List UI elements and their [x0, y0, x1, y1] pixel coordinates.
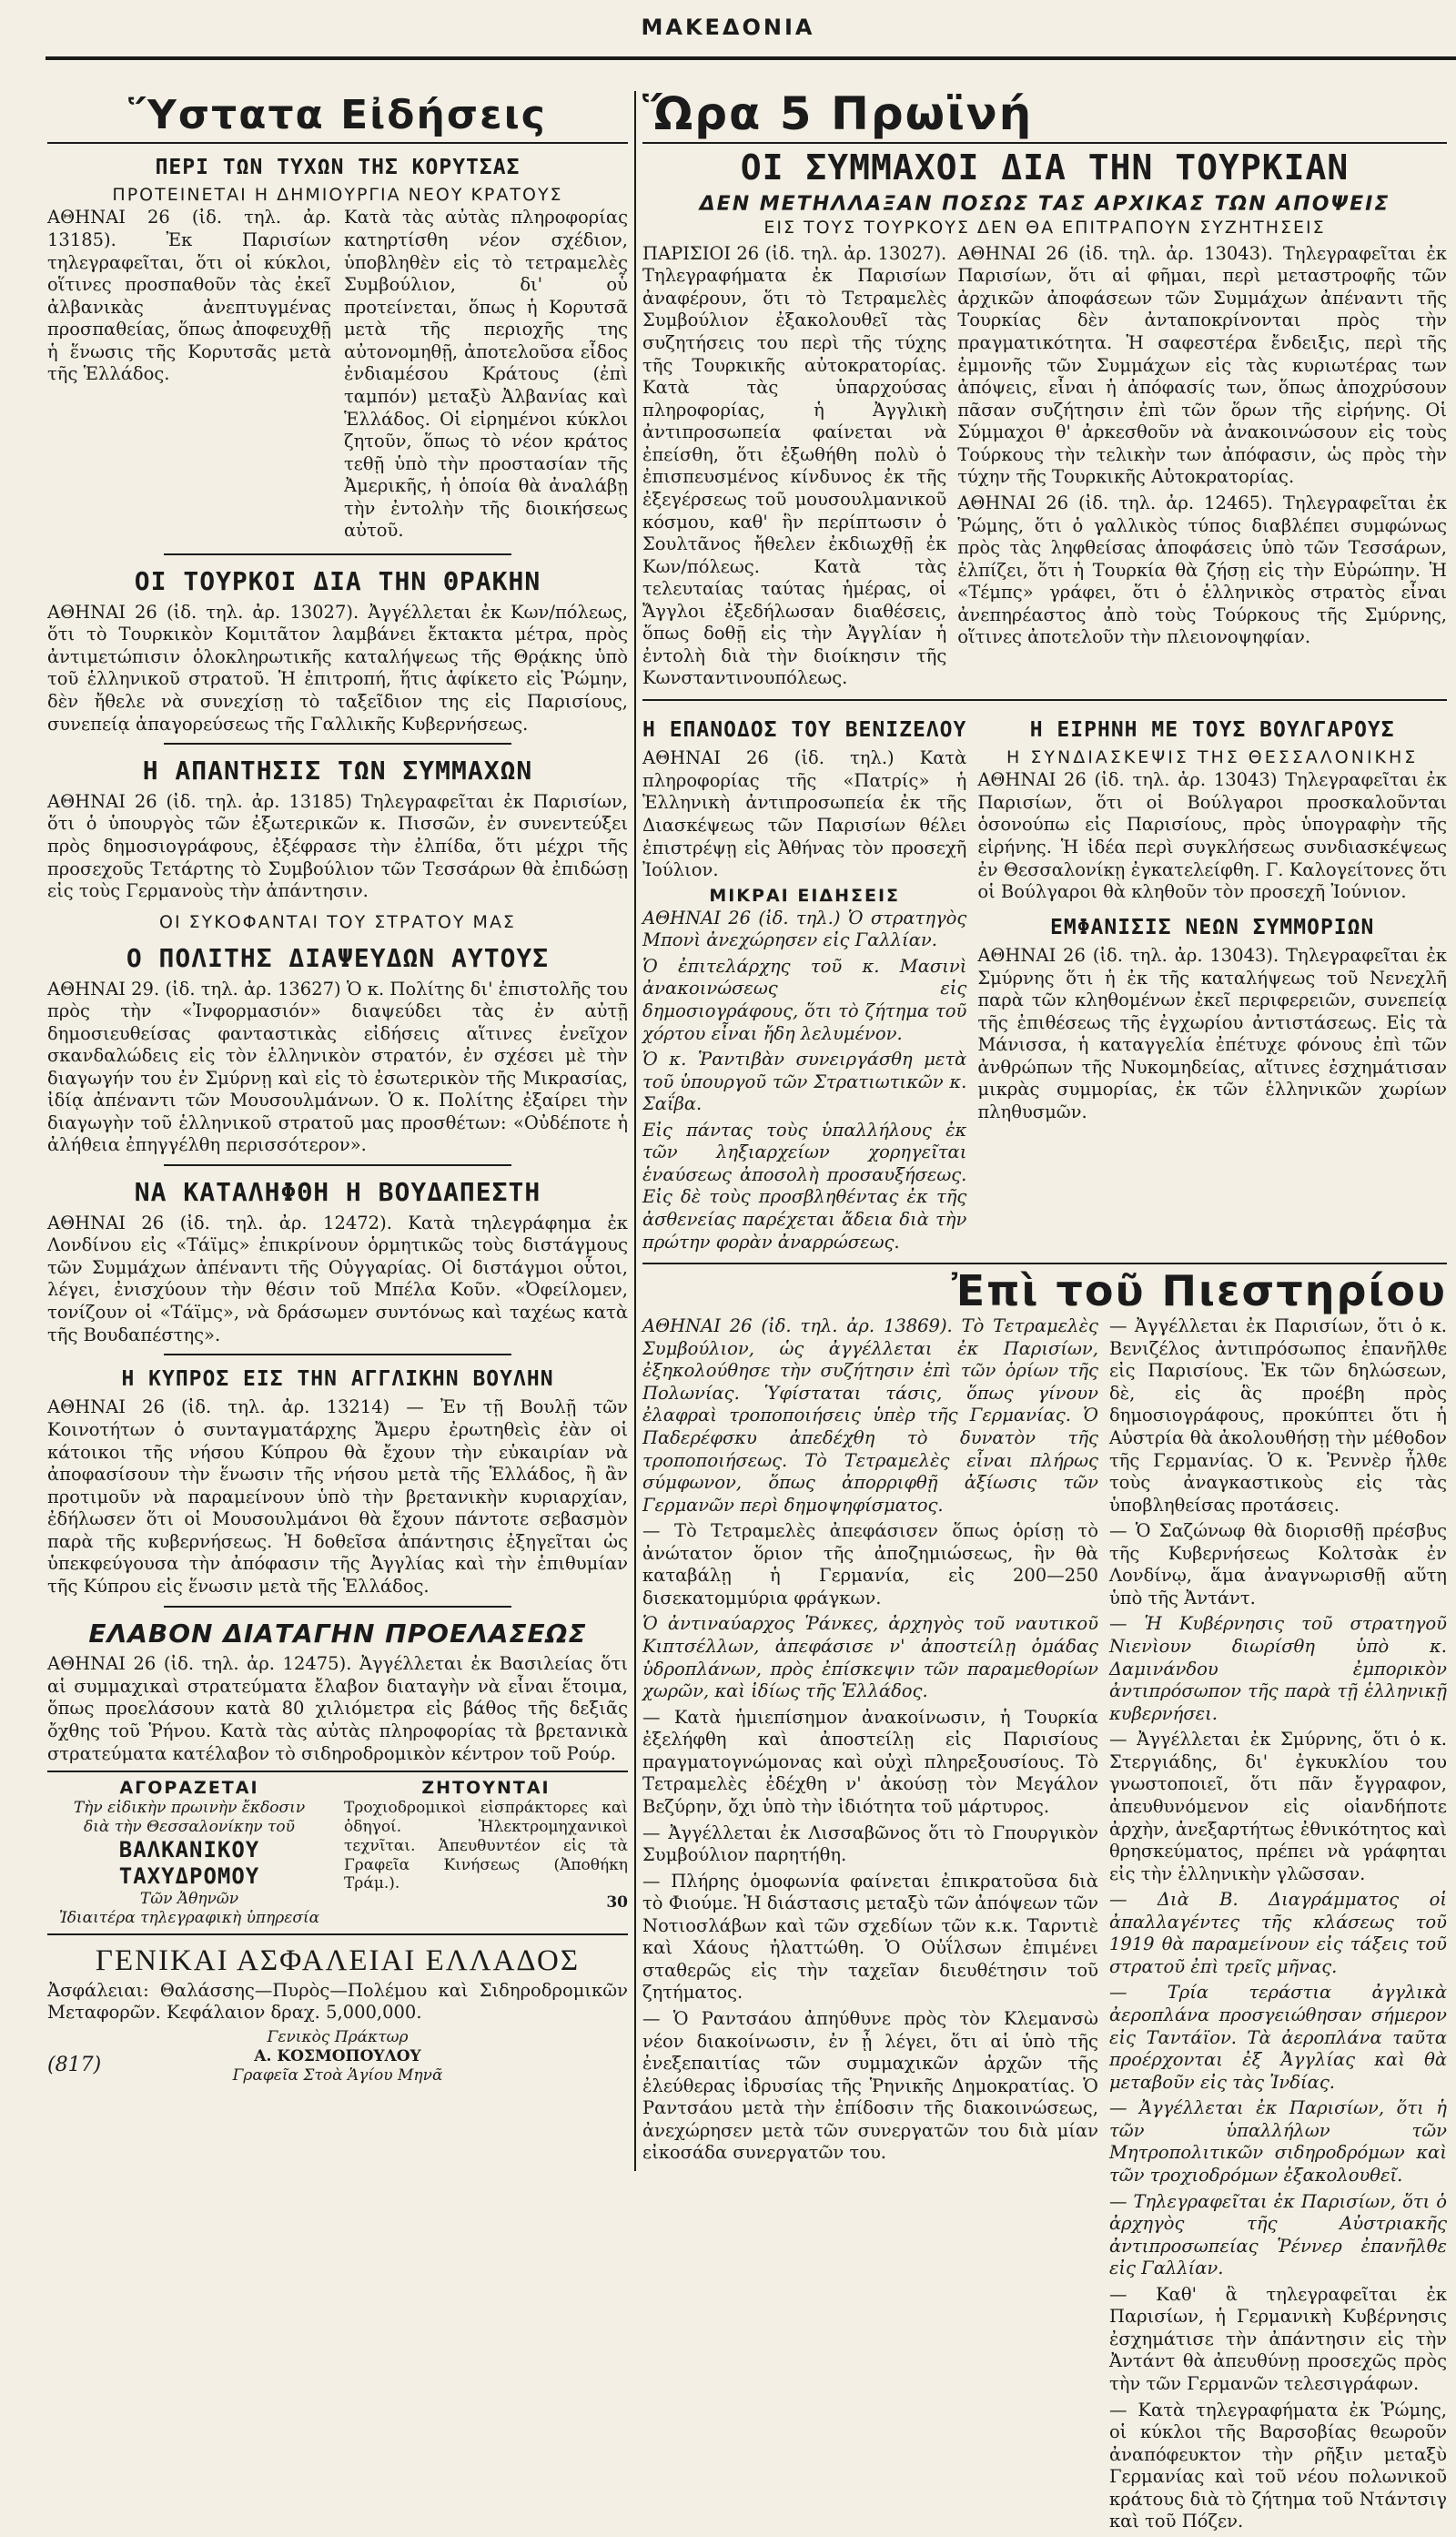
divider	[164, 1164, 512, 1166]
article-advance-headline: ΕΛΑΒΟΝ ΔΙΑΤΑΓΗΝ ΠΡΟΕΛΑΣΕΩΣ	[88, 1618, 587, 1649]
article-politis-kicker: ΟΙ ΣΥΚΟΦΑΝΤΑΙ ΤΟΥ ΣΤΡΑΤΟΥ ΜΑΣ	[159, 911, 516, 932]
ad-wanted-text: Τροχιοδρομικοὶ εἰσπράκτορες καὶ ὁδηγοί. Ἠλεκτρομηχανικοὶ τεχνῖται. Ἀπευθυντέον εἰς τὰ Γραφεῖα Κινήσεως (Ἀποθήκη Τράμ.).	[344, 1799, 628, 1893]
press-p6: — Πλήρης ὁμοφωνία φαίνεται ἐπικρατοῦσα διὰ τὸ Φιούμε. Ἡ διάστασις μεταξὺ τῶν ἀπόψεων τῶν Νοτιοσλάβων καὶ τῶν σχεδίων τῶν κ.κ. Ταρντιὲ καὶ Χάους ἠλαττώθη. Ὁ Οὐΐλσων ἐπιμένει σταθερῶς εἰς τὴν ταχεῖαν διευθέτησιν τοῦ ζητήματος.	[642, 1870, 1098, 2004]
left-section-title: Ὕστατα Εἰδήσεις	[128, 92, 547, 138]
bulgars-kicker: Η ΣΥΝΔΙΑΣΚΕΨΙΣ ΤΗΣ ΘΕΣΣΑΛΟΝΙΚΗΣ	[1006, 747, 1419, 768]
press-p3: Ὁ ἀντιναύαρχος Ῥάνκες, ἀρχηγὸς τοῦ ναυτικοῦ Κιπτσέλλων, ἀπεφάσισε ν' ἀποστείλῃ ὁμάδας ὑδροπλάνων, πρὸς ἐπίσκεψιν τῶν παραμεθορίων χωρῶν, καὶ ἰδίως τῆς Ἑλλάδος.	[642, 1613, 1098, 1702]
divider	[47, 1933, 628, 1935]
lead-headline: ΟΙ ΣΥΜΜΑΧΟΙ ΔΙΑ ΤΗΝ ΤΟΥΡΚΙΑΝ	[740, 147, 1350, 188]
ad-newspaper	[47, 1778, 331, 1928]
article-allies-answer-headline: Η ΑΠΑΝΤΗΣΙΣ ΤΩΝ ΣΥΜΜΑΧΩΝ	[142, 756, 533, 786]
ad-wanted-num: 30	[606, 1893, 628, 1912]
divider	[164, 1606, 512, 1608]
divider	[47, 1771, 628, 1772]
article-korytsa-p1: ΑΘΗΝΑΙ 26 (ἰδ. τηλ. ἀρ. 13185). Ἐκ Παρισίων τηλεγραφεῖται, ὅτι οἱ κύκλοι, οἵτινες προσπαθοῦν τὰς ἐκεῖ ἀλβανικὰς ἀνεπτυγμένας προσπαθείας, ὅπως ἀποφευχθῇ ἡ ἕνωσις τῆς Κορυτσᾶς μετὰ τῆς Ἑλλάδος.	[47, 207, 331, 385]
new-bands-headline: ΕΜΦΑΝΙΣΙΣ ΝΕΩΝ ΣΥΜΜΟΡΙΩΝ	[1050, 915, 1375, 939]
divider	[164, 1354, 512, 1355]
press-p4: — Κατὰ ἡμιεπίσημον ἀνακοίνωσιν, ἡ Τουρκία ἐξελήφθη καὶ ἀποστείλῃ εἰς Παρισίους πραγματογνώμονας καὶ οὐχὶ πληρεξουσίους. Τὸ Τετραμελὲς ἐδέχθη ν' ἀκούσῃ τὸν Μεγάλον Βεζύρην, ὄχι ὑπὸ τὴν ἰδιότητα τοῦ μάρτυρος.	[642, 1706, 1098, 1817]
press-p9: — Ὁ Σαζώνωφ θὰ διορισθῇ πρέσβυς τῆς Κυβερνήσεως Κολτσὰκ ἐν Λονδίνῳ, ἅμα ἀναγνωρισθῇ αὕτη ὑπὸ τῆς Ἀντάντ.	[1108, 1520, 1447, 1608]
top-rule	[46, 56, 1456, 60]
press-p12: — Διὰ Β. Διαγράμματος οἱ ἀπαλλαγέντες τῆς κλάσεως τοῦ 1919 θὰ παραμείνουν εἰς τάξεις τοῦ στρατοῦ ἐπὶ τρεῖς μῆνας.	[1108, 1889, 1447, 1977]
press-section-body	[642, 1315, 1447, 2537]
lead-p2: ΑΘΗΝΑΙ 26 (ἰδ. τηλ. ἀρ. 13043). Τηλεγραφεῖται ἐκ Παρισίων, ὅτι αἱ φῆμαι, περὶ μεταστροφῆς τῶν ἀρχικῶν ἀποφάσεων τῶν Συμμάχων ἀπέναντι τῆς Τουρκίας δὲν ἀνταποκρίνονται πρὸς τὴν πραγματικότητα. Ἡ σαφεστέρα ἔνδειξις, περὶ τῆς ἐμμονῆς τῶν Συμμάχων εἰς τὰς κυριωτέρας των ἀπόψεις, εἶναι ἡ ἀπόφασίς των, ὅπως ἀποχρύσουν πᾶσαν συζήτησιν ἐπὶ τῶν ὅρων τῆς εἰρήνης. Οἱ Σύμμαχοι θ' ἀρκεσθοῦν νὰ ἀνακοινώσουν εἰς τοὺς Τούρκους τὴν τελικὴν των ἀπόφασιν, ὡς πρὸς τὴν τύχην τῆς Τουρκικῆς Αὐτοκρατορίας.	[957, 242, 1447, 488]
article-advance-p1: ΑΘΗΝΑΙ 26 (ἰδ. τηλ. ἀρ. 12475). Ἀγγέλλεται ἐκ Βασιλείας ὅτι αἱ συμμαχικαὶ στρατεύματα ἔλαβον διαταγὴν νὰ εἶναι ἕτοιμα, ὅπως προελάσουν κατὰ 80 χιλιόμετρα εἰς βάθος τῆς δεξιᾶς ὄχθης τοῦ Ῥήνου. Κατὰ τὰς αὐτὰς πληροφορίας τὰ βρετανικὰ στρατεύματα κατέλαβον τὸ σιδηροδρομικὸν κέντρον τοῦ Ρούρ.	[47, 1653, 628, 1764]
press-p5: — Ἀγγέλλεται ἐκ Λισσαβῶνος ὅτι τὸ Γπουργικὸν Συμβούλιον παρητήθη.	[642, 1822, 1098, 1866]
column-rule	[634, 91, 636, 2171]
masthead: ΜΑΚΕΔΟΝΙΑ	[641, 15, 815, 40]
brief-news-p4: Ὁ κ. Ῥαντιβὰν συνειργάσθη μετὰ τοῦ ὑπουργοῦ τῶν Στρατιωτικῶν κ. Σαΐβα.	[642, 1049, 967, 1115]
press-p13: — Τρία τεράστια ἀγγλικὰ ἀεροπλάνα προσγειώθησαν σήμερον εἰς Ταντάϊον. Τὰ ἀεροπλάνα ταῦτα προέρχονται ἐξ Ἀγγλίας καὶ θὰ μεταβοῦν εἰς τὰς Ἰνδίας.	[1108, 1982, 1447, 2093]
new-bands-p2: ΑΘΗΝΑΙ 26 (ἰδ. τηλ. ἀρ. 13043). Τηλεγραφεῖται ἐκ Σμύρνης ὅτι ἡ ἐκ τῆς καταλήψεως τοῦ Νενεχλῆ παρὰ τῶν κληθομένων ἐκεῖ περιφερειῶν, συνεπείᾳ τῆς ἐπιθέσεως τῆς ἐγχωρίου ἀντιστάσεως. Εἰς τὰ Μάνισσα, ἡ καταγγελία ἐπέτυχε φόνους ἐπὶ τῶν ἀνθρώπων τῆς Νυκομηδείας, αἵτινες ἐσχημάτισαν μικρὰς συμμορίας, ἐκ τῶν ἑλληνικῶν χωρίων πληθυσμῶν.	[977, 945, 1447, 1122]
article-budapest-headline: ΝΑ ΚΑΤΑΛΗΦΘΗ Η ΒΟΥΔΑΠΕΣΤΗ	[134, 1177, 541, 1207]
brief-news-p2: ΑΘΗΝΑΙ 26 (ἰδ. τηλ.) Ὁ στρατηγὸς Μπονὶ ἀνεχώρησεν εἰς Γαλλίαν.	[642, 907, 967, 951]
brief-news-p3: Ὁ ἐπιτελάρχης τοῦ κ. Μασινὶ ἀνακοινώσεως εἰς δημοσιογράφους, ὅτι τὸ ζήτημα τοῦ χόρτου εἶναι ἤδη λελυμένον.	[642, 955, 967, 1044]
divider	[642, 142, 1447, 144]
ad-newspaper-title: ΑΓΟΡΑΖΕΤΑΙ	[119, 1778, 259, 1799]
insurance-title: ΓΕΝΙΚΑΙ ΑΣΦΑΛΕΙΑΙ ΕΛΛΑΔΟΣ	[95, 1943, 581, 1977]
divider	[642, 699, 1447, 701]
lead-subhead-2: ΕΙΣ ΤΟΥΣ ΤΟΥΡΚΟΥΣ ΔΕΝ ΘΑ ΕΠΙΤΡΑΠΟΥΝ ΣΥΖΗΤΗΣΕΙΣ	[763, 217, 1326, 238]
insurance-text: Ἀσφάλειαι: Θαλάσσης—Πυρὸς—Πολέμου καὶ Σιδηροδρομικῶν Μεταφορῶν. Κεφάλαιον δραχ. 5,000,000.	[47, 1979, 628, 2024]
press-p14: — Ἀγγέλλεται ἐκ Παρισίων, ὅτι ἡ τῶν ὑπαλλήλων τῶν Μητροπολιτικῶν σιδηροδρόμων καὶ τῶν τροχιοδρόμων ἐξακολουθεῖ.	[1108, 2097, 1447, 2186]
lead-p3: ΑΘΗΝΑΙ 26 (ἰδ. τηλ. ἀρ. 12465). Τηλεγραφεῖται ἐκ Ῥώμης, ὅτι ὁ γαλλικὸς τύπος διαβλέπει συμφώνως πρὸς τὰς ληφθείσας ἀποφάσεις ὑπὸ τῶν Τεσσάρων, ἐλπίζει, ὅτι ἡ Τουρκία θὰ ζήσῃ εἰς τὴν Εὐρώπην. Ἡ «Τέμπς» γράφει, ὅτι ὁ ἑλληνικὸς στρατὸς εἶναι ἀνεπηρέαστος ἀπὸ τοὺς Τούρκους τῆς Σμύρνης, οἵτινες ἀποτελοῦν τὴν πλειονοψηφίαν.	[957, 492, 1447, 648]
article-korytsa-headline: ΠΕΡΙ ΤΩΝ ΤΥΧΩΝ ΤΗΣ ΚΟΡΥΤΣΑΣ	[155, 156, 521, 180]
venizelos-column	[642, 706, 966, 1257]
press-p7: — Ὁ Ραντσάου ἀπηύθυνε πρὸς τὸν Κλεμανσὼ νέον διακοίνωσιν, ἐν ᾗ λέγει, ὅτι αἱ ὑπὸ τῆς ἐνεξεπαιτίας τῶν συμμαχικῶν ἀρχῶν τῆς ἐλεύθερας ἰδρυσίας τῆς Ῥηνικῆς Δημοκρατίας. Ὁ Ραντσάου μετὰ τὴν ἐπίδοσιν τῆς διακοινώσεως, ἀνεχώρησεν μετὰ τῶν συνεργατῶν του διὰ μίαν εἰκοσάδα συνεργατῶν του.	[642, 2008, 1098, 2164]
ad-wanted-title: ΖΗΤΟΥΝΤΑΙ	[421, 1778, 551, 1799]
article-politis-p1: ΑΘΗΝΑΙ 29. (ἰδ. τηλ. ἀρ. 13627) Ὁ κ. Πολίτης δι' ἐπιστολῆς του πρὸς τὴν «Ἰνφορμασιόν» διαψεύδει τὰς ἐν αὐτῇ δημοσιευθείσας φανταστικὰς εἰδήσεις αἵτινες ἐνεῖχον σκανδαλώδεις εἰς τὸν ἑλληνικὸν στρατόν, ἐν σχέσει μὲ τὴν διαγωγήν του ἐν Σμύρνῃ καὶ εἰς τὸ ἐσωτερικὸν τῆς Μικρασίας, ἰδίᾳ ἀπέναντι τῶν Μουσουλμάνων. Ὁ κ. Πολίτης ἐξαίρει τὴν διαγωγὴν τοῦ ἑλληνικοῦ στρατοῦ μας προσθέτων: «Οὐδέποτε ἡ ἀλήθεια ἐπηγγέλθη περισσότερον».	[47, 978, 628, 1156]
press-p10: — Ἡ Κυβέρνησις τοῦ στρατηγοῦ Νιενὶουν διωρίσθη ὑπὸ κ. Δαμινάνδου ἐμπορικὸν ἀντιπρόσωπον τῆς παρὰ τῇ ἑλληνικῇ κυβερνήσει.	[1108, 1613, 1447, 1724]
article-allies-answer-p1: ΑΘΗΝΑΙ 26 (ἰδ. τηλ. ἀρ. 13185) Τηλεγραφεῖται ἐκ Παρισίων, ὅτι ὁ ὑπουργὸς τῶν ἐξωτερικῶν κ. Πισσῶν, ἐν συνεντεύξει πρὸς δημοσιογράφους, ἐξέφρασε τὴν ἐλπίδα, ὅτι μέχρι τῆς προσεχοῦς Τετάρτης τὸ Συμβούλιον τῶν Τεσσάρων θὰ ἐπιδώσῃ εἰς τοὺς Γερμανοὺς τὴν ἀπάντησιν.	[47, 790, 628, 902]
divider	[642, 1263, 1447, 1264]
divider	[164, 743, 512, 745]
insurance-sig3: Γραφεῖα Στοὰ Ἁγίου Μηνᾶ	[232, 2066, 443, 2085]
lead-subhead-1: ΔΕΝ ΜΕΤΗΛΛΑΞΑΝ ΠΟΣΩΣ ΤΑΣ ΑΡΧΙΚΑΣ ΤΩΝ ΑΠΟΨΕΙΣ	[699, 192, 1390, 216]
article-cyprus-headline: Η ΚΥΠΡΟΣ ΕΙΣ ΤΗΝ ΑΓΓΛΙΚΗΝ ΒΟΥΛΗΝ	[121, 1367, 554, 1392]
bulgars-headline: Η ΕΙΡΗΝΗ ΜΕ ΤΟΥΣ ΒΟΥΛΓΑΡΟΥΣ	[1029, 718, 1395, 743]
press-p11: — Ἀγγέλλεται ἐκ Σμύρνης, ὅτι ὁ κ. Στεργιάδης, δι' ἐγκυκλίου του γνωστοποιεῖ, ὅτι πᾶν ἔγγραφον, ἀπευθυνόμενον εἰς οἱανδήποτε ἀρχὴν, ἀνεξαρτήτως ἐθνικότητος καὶ θρησκεύματος, πρέπει νὰ γράφηται εἰς τὴν ἑλληνικὴν γλῶσσαν.	[1108, 1729, 1447, 1884]
venizelos-p1: ΑΘΗΝΑΙ 26 (ἰδ. τηλ.) Κατὰ πληροφορίας τῆς «Πατρίς» ἡ Ἑλληνικὴ ἀντιπροσωπεία ἐκ τῆς Διασκέψεως τῶν Παρισίων θέλει ἐπιστρέψῃ εἰς Ἀθήνας τὸν προσεχῆ Ἰούλιον.	[642, 747, 967, 881]
middle-section	[642, 706, 1447, 1257]
right-column	[642, 87, 1447, 2532]
classified-ads	[47, 1778, 628, 1928]
article-korytsa-body	[47, 207, 628, 545]
press-p15: — Τηλεγραφεῖται ἐκ Παρισίων, ὅτι ὁ ἀρχηγὸς τῆς Αὐστριακῆς ἀντιπροσωπείας Ῥέννερ ἐπανῆλθε εἰς Γαλλίαν.	[1108, 2190, 1447, 2279]
ad-newspaper-name: ΒΑΛΚΑΝΙΚΟΥ ΤΑΧΥΔΡΟΜΟΥ	[118, 1836, 260, 1890]
article-korytsa-kicker: ΠΡΟΤΕΙΝΕΤΑΙ Η ΔΗΜΙΟΥΡΓΙΑ ΝΕΟΥ ΚΡΑΤΟΥΣ	[112, 185, 563, 206]
press-section-title: Ἐπὶ τοῦ Πιεστηρίου	[951, 1266, 1447, 1316]
bulgars-p1: ΑΘΗΝΑΙ 26 (ἰδ. τηλ. ἀρ. 13043) Τηλεγραφεῖται ἐκ Παρισίων, ὅτι οἱ Βούλγαροι προσκαλοῦνται ὁσονούπω εἰς Παρισίους, πρὸς ὑπογραφὴν τῆς εἰρήνης. Ἡ ἰδέα περὶ συγκλήσεως συνδιασκέψεως ἐν Θεσσαλονίκῃ ἐγκατελείφθη. Γ. Καλογείτονες ὅτι οἱ Βούλγαροι θὰ κληθοῦν τὸν προσεχῆ Ἰούνιον.	[977, 769, 1447, 903]
press-p1: ΑΘΗΝΑΙ 26 (ἰδ. τηλ. ἀρ. 13869). Τὸ Τετραμελὲς Συμβούλιον, ὡς ἀγγέλλεται ἐκ Παρισίων, ἐξηκολούθησε τὴν συζήτησιν ἐπὶ τῶν ὁρίων τῆς Πολωνίας. Ὑφίσταται τάσις, ὅπως γίνουν ἐλαφραὶ τροποποιήσεις ὑπὲρ τῆς Γερμανίας. Ὁ Παδερέφσκυ ἀπεδέχθη τὸ δυνατὸν τῆς τροποποιήσεως. Τὸ Τετραμελὲς εἶναι πλήρως σύμφωνον, ὅπως ἀπορριφθῇ ἀξίωσις τῶν Γερμανῶν περὶ δημοψηφίσματος.	[642, 1315, 1098, 1516]
insurance-sig1: Γενικὸς Πράκτωρ	[267, 2027, 409, 2046]
page-number: (817)	[47, 2053, 102, 2076]
ad-newspaper-line3: Τῶν Ἀθηνῶν	[139, 1890, 239, 1909]
venizelos-headline: Η ΕΠΑΝΟΔΟΣ ΤΟΥ ΒΕΝΙΖΕΛΟΥ	[642, 718, 967, 743]
ad-newspaper-line1: Τὴν εἰδικὴν πρωινὴν ἔκδοσιν	[73, 1799, 306, 1818]
article-thrace-headline: ΟΙ ΤΟΥΡΚΟΙ ΔΙΑ ΤΗΝ ΘΡΑΚΗΝ	[134, 565, 541, 596]
bulgars-column	[977, 706, 1447, 1257]
article-politis-headline: Ο ΠΟΛΙΤΗΣ ΔΙΑΨΕΥΔΩΝ ΑΥΤΟΥΣ	[126, 942, 550, 973]
lead-p1: ΠΑΡΙΣΙΟΙ 26 (ἰδ. τηλ. ἀρ. 13027). Τηλεγραφήματα ἐκ Παρισίων ἀναφέρουν, ὅτι τὸ Τετραμελὲς Συμβούλιον ἐξακολουθεῖ τὰς συζητήσεις του περὶ τῆς τύχης τῆς Τουρκικῆς αὐτοκρατορίας. Κατὰ τὰς ὑπαρχούσας πληροφορίας, ἡ Ἀγγλικὴ ἀντιπροσωπεία φαίνεται νὰ ἐπείσθη, ὅτι ἐξωθήθη πολὺ ὁ ἐπισπευσμένος κίνδυνος ἐκ τῆς ἐξεγέρσεως τοῦ μουσουλμανικοῦ κόσμου, καθ' ἣν περίπτωσιν ὁ Σουλτᾶνος ἤθελεν ἐκδιωχθῇ ἐκ Κων/πόλεως. Κατὰ τὰς τελευταίας ταύτας ἡμέρας, οἱ Ἄγγλοι ἐξεδήλωσαν διαθέσεις, ὅπως δοθῇ εἰς τὴν Ἀγγλίαν ἡ ἐντολὴ διὰ τὴν διοίκησιν τῆς Κωνσταντινουπόλεως.	[642, 242, 947, 689]
ad-newspaper-line2: διὰ τὴν Θεσσαλονίκην τοῦ	[84, 1818, 295, 1837]
right-section-title: Ὥρα 5 Πρωϊνή	[642, 87, 1034, 140]
article-budapest-p1: ΑΘΗΝΑΙ 26 (ἰδ. τηλ. ἀρ. 12472). Κατὰ τηλεγράφημα ἐκ Λονδίνου εἰς «Τάϊμς» ἐπικρίνουν ὁρμητικῶς τοὺς διστάγμους τῶν Συμμάχων ἀπέναντι τῆς Οὐγγαρίας. Οἱ διστάγμοι οὗτοι, λέγει, ἐνισχύουν τὴν θέσιν τοῦ Μπέλα Κοῦν. «Ὀφείλομεν, τονίζουν οἱ «Τάϊμς», νὰ δράσωμεν συντόνως καὶ ταχέως κατὰ τῆς Βουδαπέστης».	[47, 1212, 628, 1345]
press-p16: — Καθ' ἃ τηλεγραφεῖται ἐκ Παρισίων, ἡ Γερμανικὴ Κυβέρνησις ἐσχημάτισε τὴν ἀπάντησιν εἰς τὴν Ἀντάντ θὰ ἀπευθύνῃ προσεχῶς πρὸς τὴν τῶν Γερμανῶν τελεσιγράφων.	[1108, 2283, 1447, 2395]
brief-news-kicker: ΜΙΚΡΑΙ ΕΙΔΗΣΕΙΣ	[709, 885, 901, 906]
left-column	[47, 89, 628, 2189]
press-p17: — Κατὰ τηλεγραφήματα ἐκ Ῥώμης, οἱ κύκλοι τῆς Βαρσοβίας θεωροῦν ἀναπόφευκτον τὴν ρῆξιν μεταξὺ Γερμανίας καὶ τοῦ νέου πολωνικοῦ κράτους διὰ τὸ ζήτημα τοῦ Ντάντσιγ καὶ τοῦ Πόζεν.	[1108, 2399, 1447, 2532]
article-thrace-p1: ΑΘΗΝΑΙ 26 (ἰδ. τηλ. ἀρ. 13027). Ἀγγέλλεται ἐκ Κων/πόλεως, ὅτι τὸ Τουρκικὸν Κομιτᾶτον λαμβάνει ἔκτακτα μέτρα, πρὸς ἀντιμετώπισιν ὁλοκληρωτικῆς καταλήψεως τῆς Θρᾴκης ὑπὸ τοῦ ἑλληνικοῦ στρατοῦ. Ἡ ἐπιτροπή, ἥτις ἀφίκετο εἰς Ῥώμην, δὲν ἤθελε νὰ συνεχίσῃ τὸ ταξεῖδιον της εἰς Παρισίους, συνεπείᾳ ἀπαγορεύσεως τῆς Γαλλικῆς Κυβερνήσεως.	[47, 601, 628, 735]
brief-news-p5: Εἰς πάντας τοὺς ὑπαλλήλους ἐκ τῶν ληξιαρχείων χορηγεῖται ἑναύσεως ἀποσολὴ προσαυξήσεως. Εἰς δὲ τοὺς προσβληθέντας ἐκ τῆς ἀσθενείας παρέχεται ἄδεια διὰ τὴν πρώτην φορὰν ἀναρρώσεως.	[642, 1119, 967, 1253]
press-p8: — Ἀγγέλλεται ἐκ Παρισίων, ὅτι ὁ κ. Βενιζέλος ἀντιπρόσωπος ἐπανῆλθε εἰς Παρισίους. Ἐκ τῶν δηλώσεων, δὲ, εἰς ἃς προέβη πρὸς δημοσιογράφους, προκύπτει ὅτι ἡ Αὐστρία θὰ ἀκολουθήσῃ τὴν μέθοδον τῆς Γερμανίας. Ὁ κ. Ῥεννὲρ ἦλθε τοὺς ἀναγκαστικοὺς εἰς τὰς ὑποβληθείσας προτάσεις.	[1108, 1315, 1447, 1516]
article-korytsa-p2: Κατὰ τὰς αὐτὰς πληροφορίας κατηρτίσθη νέον σχέδιον, ὑποβληθὲν εἰς τὸ τετραμελὲς Συμβούλιον, δι' οὗ προτείνεται, ὅπως ἡ Κορυτσᾶ μετὰ τῆς περιοχῆς της αὐτονομηθῇ, ἀποτελοῦσα εἶδος ἐνδιαμέσου Κράτους (ἐπὶ ταμπόν) μεταξὺ Ἀλβανίας καὶ Ἑλλάδος. Οἱ εἰρημένοι κύκλοι ζητοῦν, ὅπως τὸ νέον κράτος τεθῇ ὑπὸ τὴν προστασίαν τῆς Ἀμερικῆς, ἡ ὁποία θὰ ἀναλάβῃ τὴν ἐντολὴν τῆς διοικήσεως αὐτοῦ.	[344, 207, 628, 542]
ad-wanted	[344, 1778, 628, 1928]
lead-body	[642, 243, 1447, 694]
ad-newspaper-line4: Ἰδιαιτέρα τηλεγραφικὴ ὑπηρεσία	[58, 1909, 320, 1928]
divider	[47, 142, 628, 144]
press-p2: — Τὸ Τετραμελὲς ἀπεφάσισεν ὅπως ὁρίσῃ τὸ ἀνώτατον ὅριον τῆς ἀποζημιώσεως, ἣν θὰ καταβάλῃ ἡ Γερμανία, εἰς 200—250 δισεκατομμύρια φράγκων.	[642, 1520, 1098, 1608]
article-cyprus-p1: ΑΘΗΝΑΙ 26 (ἰδ. τηλ. ἀρ. 13214) — Ἐν τῇ Βουλῇ τῶν Κοινοτήτων ὁ συνταγματάρχης Ἄμερυ ἐρωτηθεὶς ἐὰν οἱ κάτοικοι τῆς νήσου Κύπρου θὰ ἔχουν τὴν εὐκαιρίαν νὰ ἀποφασίσουν τὴν ἕνωσιν τῆς νήσου μετὰ τῆς Ἑλλάδος, ἢ ἂν προτιμοῦν νὰ παραμείνουν ὑπὸ τὴν βρετανικὴν κυριαρχίαν, ἐδήλωσεν ὅτι οἱ Μουσουλμάνοι θὰ ἔχουν πάντοτε σεβασμὸν παρὰ τῆς κυβερνήσεως. Ἡ δοθεῖσα ἀπάντησις ἐξηγεῖται ὡς ὑπεκφεύγουσα τὴν ἀπόφασιν τῆς Ἀγγλίας καὶ τὴν ἐπιθυμίαν τῆς Κύπρου εἰς ἕνωσιν μετὰ τῆς Ἑλλάδος.	[47, 1396, 628, 1597]
divider	[164, 553, 512, 555]
insurance-sig2: Α. ΚΟΣΜΟΠΟΥΛΟΥ	[254, 2047, 421, 2066]
